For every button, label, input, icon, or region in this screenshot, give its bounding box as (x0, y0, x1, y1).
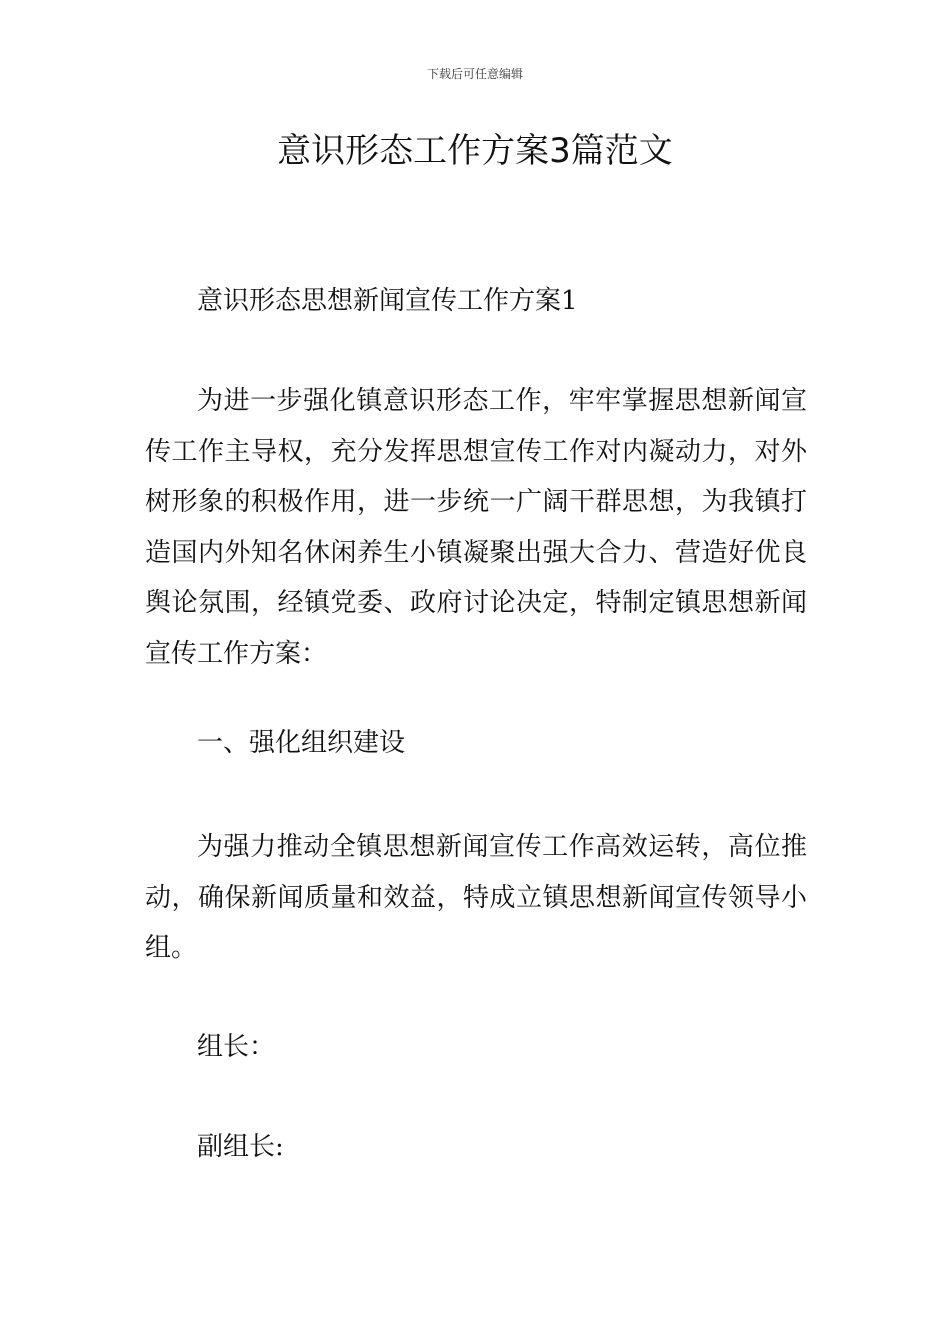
document-title: 意识形态工作方案3篇范文 (277, 131, 673, 171)
header-note: 下载后可任意编辑 (426, 67, 523, 81)
plan-subtitle: 意识形态思想新闻宣传工作方案1 (197, 286, 578, 316)
intro-paragraph: 为进一步强化镇意识形态工作，牢牢掌握思想新闻宣传工作主导权，充分发挥思想宣传工作对内凝动力，对外树形象的积极作用，进一步统一广阔干群思想，为我镇打造国内外知名休闲养生小镇凝聚出强大合力、营造好优良舆论氛围，经镇党委、政府讨论决定，特制定镇思想新闻宣传工作方案： (145, 386, 807, 669)
deputy-leader-label: 副组长: (197, 1132, 284, 1162)
group-leader-label: 组长： (197, 1032, 276, 1062)
section-body-paragraph: 为强力推动全镇思想新闻宣传工作高效运转，高位推动，确保新闻质量和效益，特成立镇思想新闻宣传领导小组。 (145, 832, 807, 963)
section-heading: 一、强化组织建设 (197, 728, 406, 758)
